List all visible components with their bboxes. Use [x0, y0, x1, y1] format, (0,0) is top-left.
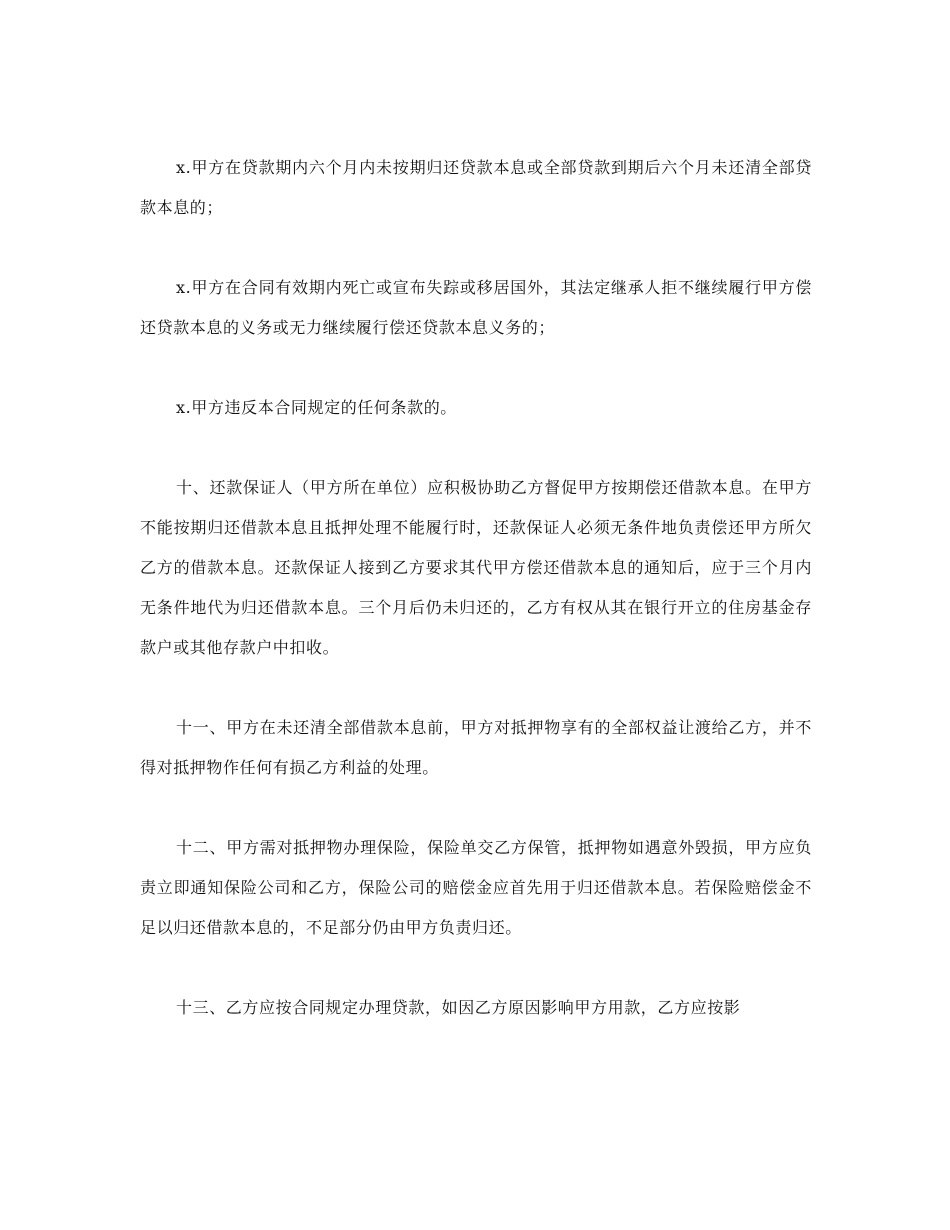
- paragraph-spacer: [140, 788, 812, 828]
- clause-eleven-paragraph: 十一、甲方在未还清全部借款本息前，甲方对抵押物享有的全部权益让渡给乙方，并不得对抵押物作任何有损乙方利益的处理。: [140, 718, 812, 777]
- clause-paragraph: x.甲方在贷款期内六个月内未按期归还贷款本息或全部贷款到期后六个月未还清全部贷款本息的；: [140, 158, 812, 217]
- clause-ten-paragraph: 十、还款保证人（甲方所在单位）应积极协助乙方督促甲方按期偿还借款本息。在甲方不能按期归还借款本息且抵押处理不能履行时，还款保证人必须无条件地负责偿还甲方所欠乙方的借款本息。还款保证人接到乙方要求其代甲方偿还借款本息的通知后，应于三个月内无条件地代为归还借款本息。三个月后仍未归还的，乙方有权从其在银行开立的住房基金存款户或其他存款户中扣收。: [140, 478, 812, 657]
- clause-paragraph: x.甲方在合同有效期内死亡或宣布失踪或移居国外，其法定继承人拒不继续履行甲方偿还贷款本息的义务或无力继续履行偿还贷款本息义务的；: [140, 278, 812, 337]
- document-body: [140, 148, 812, 1028]
- paragraph-spacer: [140, 948, 812, 988]
- paragraph-spacer: [140, 228, 812, 268]
- paragraph-spacer: [140, 348, 812, 388]
- clause-thirteen-paragraph: 十三、乙方应按合同规定办理贷款，如因乙方原因影响甲方用款，乙方应按影: [176, 998, 741, 1017]
- clause-twelve-paragraph: 十二、甲方需对抵押物办理保险，保险单交乙方保管，抵押物如遇意外毁损，甲方应负责立即通知保险公司和乙方，保险公司的赔偿金应首先用于归还借款本息。若保险赔偿金不足以归还借款本息的，不足部分仍由甲方负责归还。: [140, 838, 812, 937]
- paragraph-spacer: [140, 428, 812, 468]
- paragraph-spacer: [140, 668, 812, 708]
- clause-paragraph: x.甲方违反本合同规定的任何条款的。: [176, 398, 457, 417]
